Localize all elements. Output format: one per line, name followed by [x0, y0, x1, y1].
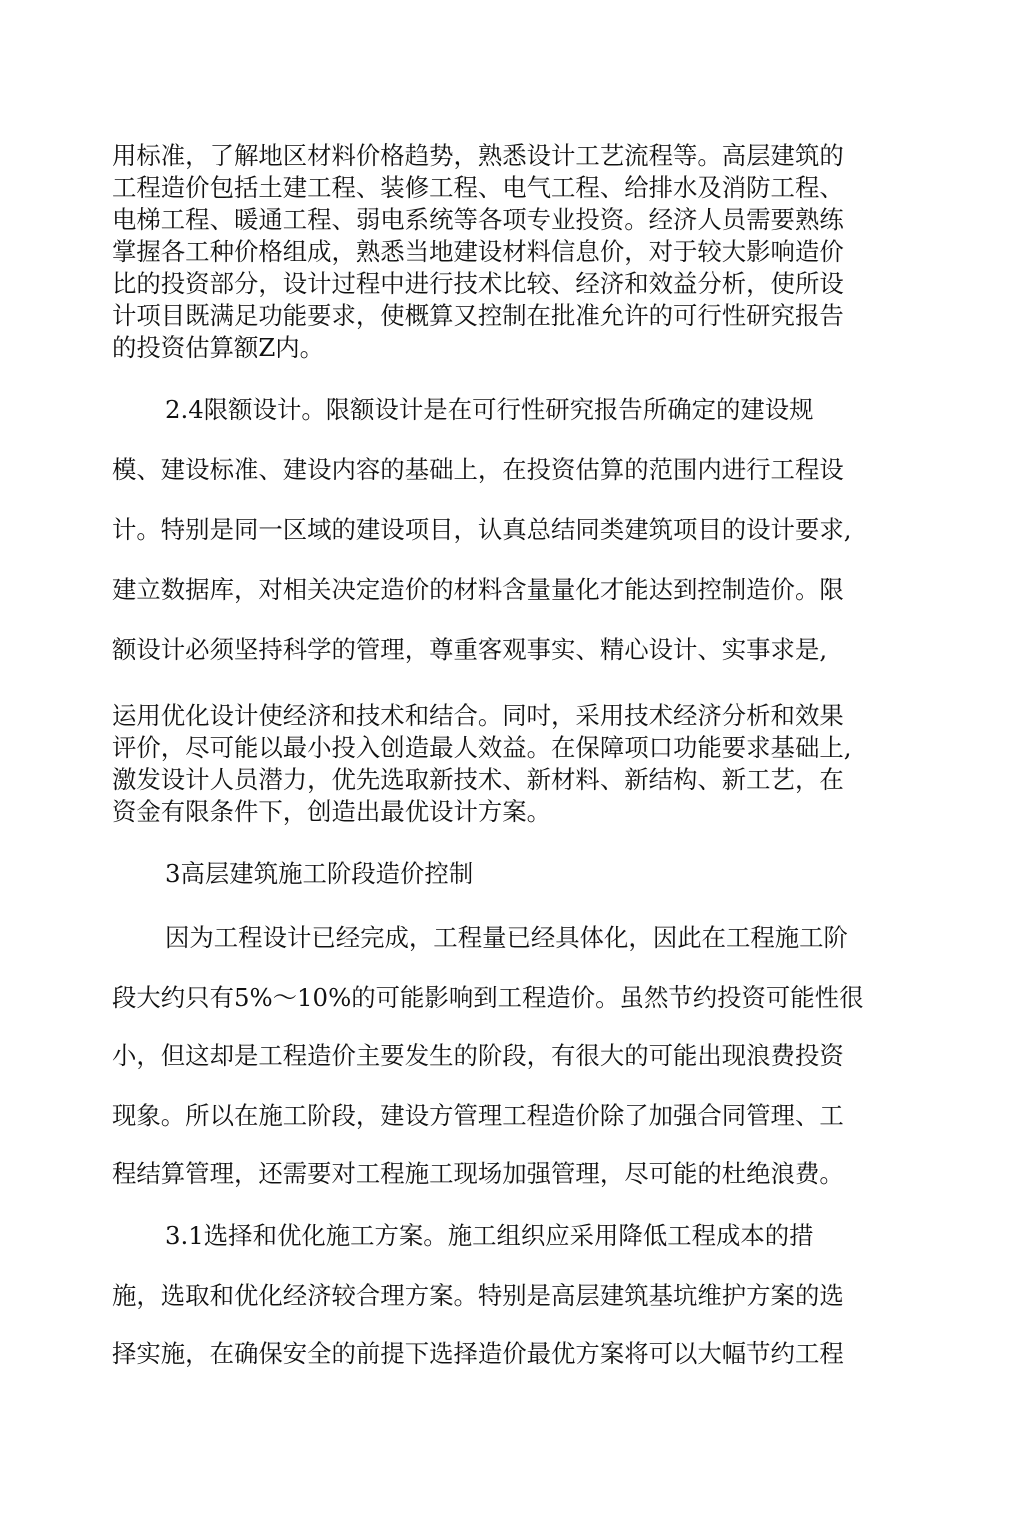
- text-line: 模、建设标准、建设内容的基础上，在投资估算的范围内进行工程设: [112, 455, 844, 484]
- text-line: 工程造价包括土建工程、装修工程、电气工程、给排水及消防工程、: [112, 173, 844, 202]
- text-line: 择实施，在确保安全的前提下选择造价最优方案将可以大幅节约工程: [112, 1339, 844, 1368]
- text-line: 掌握各工种价格组成，熟悉当地建设材料信息价，对于较大影响造价: [112, 237, 844, 266]
- text-line: 段大约只有5%～10%的可能影响到工程造价。虽然节约投资可能性很: [112, 983, 864, 1012]
- text-line: 施，选取和优化经济较合理方案。特别是高层建筑基坑维护方案的选: [112, 1281, 844, 1310]
- text-line: 因为工程设计已经完成，工程量已经具体化，因此在工程施工阶: [165, 923, 848, 952]
- text-line: 运用优化设计使经济和技术和结合。同吋，采用技术经济分析和效果: [112, 701, 844, 730]
- text-line: 激发设计人员潜力，优先选取新技术、新材料、新结构、新工艺，在: [112, 765, 844, 794]
- text-line: 2.4限额设计。限额设计是在可行性研究报告所确定的建设规: [165, 395, 814, 424]
- text-line: 额设计必须坚持科学的管理，尊重客观事实、精心设计、实事求是,: [112, 635, 828, 664]
- text-line: 计项目既满足功能要求，使概算又控制在批准允许的可行性研究报告: [112, 301, 844, 330]
- text-line: 电梯工程、暖通工程、弱电系统等各项专业投资。经济人员需要熟练: [112, 205, 844, 234]
- text-line: 3.1选择和优化施工方案。施工组织应采用降低工程成本的措: [165, 1221, 814, 1250]
- text-line: 现象。所以在施工阶段，建设方管理工程造价除了加强合同管理、工: [112, 1101, 844, 1130]
- text-line: 评价，尽可能以最小投入创造最人效益。在保障项口功能要求基础上,: [112, 733, 852, 762]
- text-line: 计。特别是同一区域的建设项目，认真总结同类建筑项目的设计要求,: [112, 515, 852, 544]
- text-line: 的投资估算额Z内。: [112, 333, 325, 362]
- text-line: 程结算管理，还需要对工程施工现场加强管理，尽可能的杜绝浪费。: [112, 1159, 844, 1188]
- text-line: 资金有限条件下，创造出最优设计方案。: [112, 797, 552, 826]
- text-line: 比的投资部分，设计过程中进行技术比较、经济和效益分析，使所设: [112, 269, 844, 298]
- text-line: 用标准，了解地区材料价格趋势，熟悉设计工艺流程等。高层建筑的: [112, 141, 844, 170]
- section-heading: 3高层建筑施工阶段造价控制: [165, 859, 474, 888]
- text-line: 建立数据库，对相关决定造价的材料含量量化才能达到控制造价。限: [112, 575, 844, 604]
- text-line: 小，但这却是工程造价主要发生的阶段，有很大的可能出现浪费投资: [112, 1041, 844, 1070]
